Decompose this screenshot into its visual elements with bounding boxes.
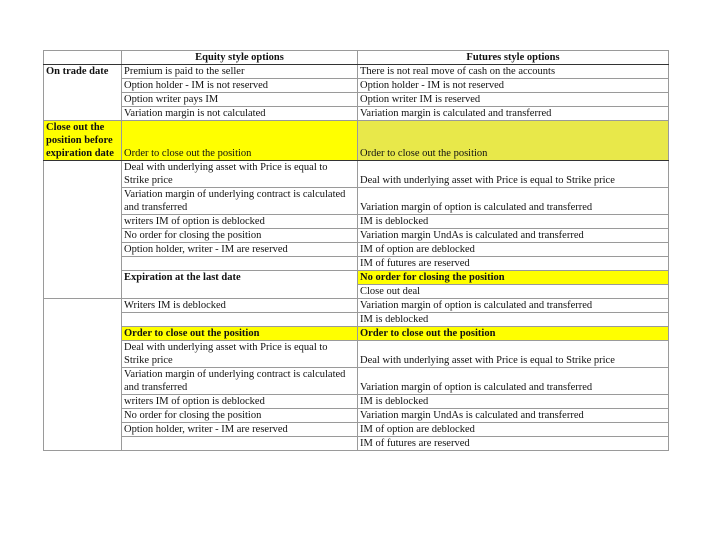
table-row xyxy=(44,341,669,368)
cell-equity: Variation margin of underlying contract is calculated and transferred xyxy=(122,188,358,215)
cell-equity: Variation margin is not calculated xyxy=(122,107,358,121)
cell-futures: Variation margin UndAs is calculated and transferred xyxy=(358,229,669,243)
cell-futures: Option holder - IM is not reserved xyxy=(358,79,669,93)
table-row xyxy=(44,368,669,395)
table-row xyxy=(44,243,669,257)
table-row-highlighted xyxy=(44,271,669,285)
header-futures: Futures style options xyxy=(358,51,669,65)
cell-futures: IM of option are deblocked xyxy=(358,243,669,257)
cell-equity xyxy=(122,437,358,451)
cell-futures: Variation margin is calculated and transferred xyxy=(358,107,669,121)
table-row-highlighted xyxy=(44,121,669,161)
cell-equity: Order to close out the position xyxy=(122,327,358,341)
cell-futures: Order to close out the position xyxy=(358,121,669,161)
section-trade-date: On trade date xyxy=(44,65,122,121)
cell-futures: IM of futures are reserved xyxy=(358,437,669,451)
table-row xyxy=(44,395,669,409)
cell-equity: Option holder, writer - IM are reserved xyxy=(122,423,358,437)
table-row xyxy=(44,65,669,79)
cell-equity: Variation margin of underlying contract is calculated and transferred xyxy=(122,368,358,395)
section-close-out: Close out the position before expiration date xyxy=(44,121,122,161)
cell-futures: Option writer IM is reserved xyxy=(358,93,669,107)
cell-equity xyxy=(122,257,358,271)
cell-futures: IM is deblocked xyxy=(358,313,669,327)
table-row xyxy=(44,409,669,423)
cell-equity: Option writer pays IM xyxy=(122,93,358,107)
cell-equity: No order for closing the position xyxy=(122,229,358,243)
cell-equity: Close out deal xyxy=(358,285,669,299)
comparison-sheet xyxy=(43,50,668,451)
cell-futures: IM is deblocked xyxy=(358,215,669,229)
header-row xyxy=(44,51,669,65)
cell-equity: Deal with underlying asset with Price is equal to Strike price xyxy=(122,161,358,188)
table-row xyxy=(44,423,669,437)
table-row xyxy=(44,313,669,327)
table-row-highlighted xyxy=(44,327,669,341)
cell-futures: IM of futures are reserved xyxy=(358,257,669,271)
section-blank-cell xyxy=(44,299,122,451)
table-row xyxy=(44,299,669,313)
cell-futures: There is not real move of cash on the accounts xyxy=(358,65,669,79)
cell-equity: Option holder - IM is not reserved xyxy=(122,79,358,93)
cell-futures: IM is deblocked xyxy=(358,395,669,409)
table-row xyxy=(44,229,669,243)
cell-futures: Deal with underlying asset with Price is equal to Strike price xyxy=(358,341,669,368)
section-blank-cell xyxy=(44,161,122,299)
section-expiration: Expiration at the last date xyxy=(122,271,358,299)
cell-futures: Variation margin of option is calculated and transferred xyxy=(358,299,669,313)
cell-equity: No order for closing the position xyxy=(358,271,669,285)
table-row xyxy=(44,93,669,107)
cell-equity: Option holder, writer - IM are reserved xyxy=(122,243,358,257)
cell-equity xyxy=(122,313,358,327)
table-row xyxy=(44,215,669,229)
cell-futures: Variation margin of option is calculated and transferred xyxy=(358,368,669,395)
cell-futures: Deal with underlying asset with Price is equal to Strike price xyxy=(358,161,669,188)
cell-futures: IM of option are deblocked xyxy=(358,423,669,437)
cell-futures: Variation margin UndAs is calculated and transferred xyxy=(358,409,669,423)
cell-equity: writers IM of option is deblocked xyxy=(122,395,358,409)
cell-equity: No order for closing the position xyxy=(122,409,358,423)
cell-equity: Premium is paid to the seller xyxy=(122,65,358,79)
cell-futures: Order to close out the position xyxy=(358,327,669,341)
cell-futures: Variation margin of option is calculated and transferred xyxy=(358,188,669,215)
table-row xyxy=(44,257,669,271)
table-row xyxy=(44,161,669,188)
comparison-table xyxy=(43,50,669,451)
cell-equity: writers IM of option is deblocked xyxy=(122,215,358,229)
cell-equity: Deal with underlying asset with Price is equal to Strike price xyxy=(122,341,358,368)
cell-equity: Writers IM is deblocked xyxy=(122,299,358,313)
cell-equity: Order to close out the position xyxy=(122,121,358,161)
table-row xyxy=(44,437,669,451)
table-row xyxy=(44,79,669,93)
table-row xyxy=(44,188,669,215)
header-equity: Equity style options xyxy=(122,51,358,65)
header-blank-cell xyxy=(44,51,122,65)
table-row xyxy=(44,107,669,121)
